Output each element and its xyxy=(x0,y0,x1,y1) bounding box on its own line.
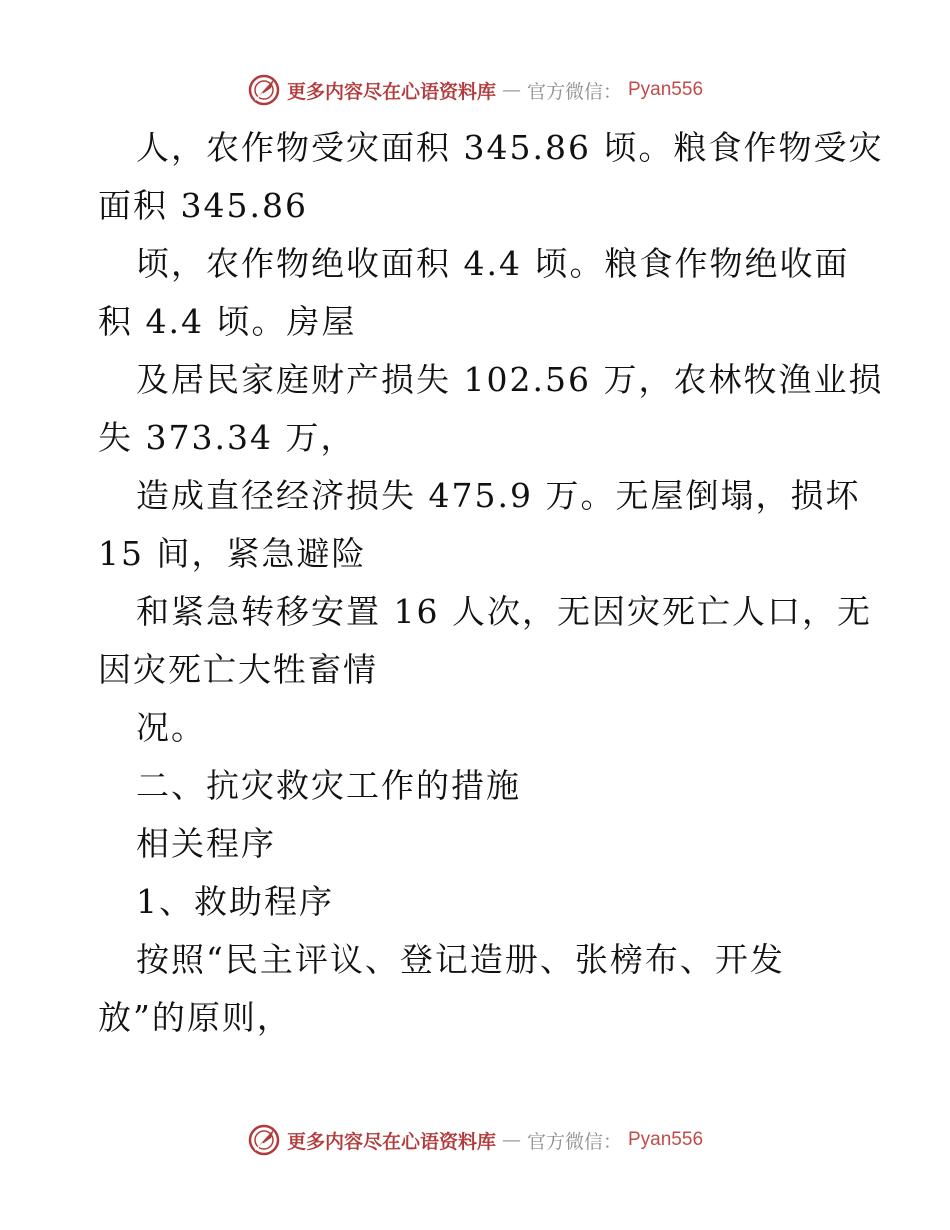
text-line-4: 积 4.4 顷。房屋 xyxy=(98,302,357,341)
watermark-contact-label: 官方微信： xyxy=(526,80,622,103)
watermark-contact-id: Pyan556 xyxy=(628,1129,704,1150)
watermark-brand: 更多内容尽在心语资料库 xyxy=(286,80,496,103)
watermark-header xyxy=(0,72,950,108)
text-line-5: 及居民家庭财产损失 102.56 万，农林牧渔业损 xyxy=(136,360,884,399)
text-line-1: 人，农作物受灾面积 345.86 顷。粮食作物受灾 xyxy=(136,128,884,167)
text-line-15: 按照“民主评议、登记造册、张榜布、开发 xyxy=(136,940,785,979)
quill-logo-icon xyxy=(247,1123,281,1157)
section-heading: 二、抗灾救灾工作的措施 xyxy=(136,766,521,805)
text-line-7: 造成直径经济损失 475.9 万。无屋倒塌，损坏 xyxy=(136,476,861,515)
text-line-9: 和紧急转移安置 16 人次，无因灾死亡人口，无 xyxy=(136,592,872,631)
subheading-procedures: 相关程序 xyxy=(136,824,276,863)
watermark-footer-inner xyxy=(247,1123,703,1157)
watermark-dash: — xyxy=(501,1129,521,1151)
text-line-2: 面积 345.86 xyxy=(98,186,308,225)
subheading-relief-procedure: 1、救助程序 xyxy=(136,882,334,921)
text-line-8: 15 间，紧急避险 xyxy=(98,534,367,573)
watermark-dash: — xyxy=(501,79,521,101)
text-line-6: 失 373.34 万， xyxy=(98,418,356,457)
quill-logo-icon xyxy=(247,73,281,107)
watermark-header-inner xyxy=(247,73,703,107)
watermark-contact-label: 官方微信： xyxy=(526,1130,622,1153)
text-line-11: 况。 xyxy=(136,708,206,747)
watermark-brand: 更多内容尽在心语资料库 xyxy=(286,1130,496,1153)
text-line-16: 放”的原则， xyxy=(98,998,292,1037)
text-line-10: 因灾死亡大牲畜情 xyxy=(98,650,378,689)
watermark-footer xyxy=(0,1122,950,1158)
text-line-3: 顷，农作物绝收面积 4.4 顷。粮食作物绝收面 xyxy=(136,244,850,283)
watermark-contact-id: Pyan556 xyxy=(628,79,704,100)
